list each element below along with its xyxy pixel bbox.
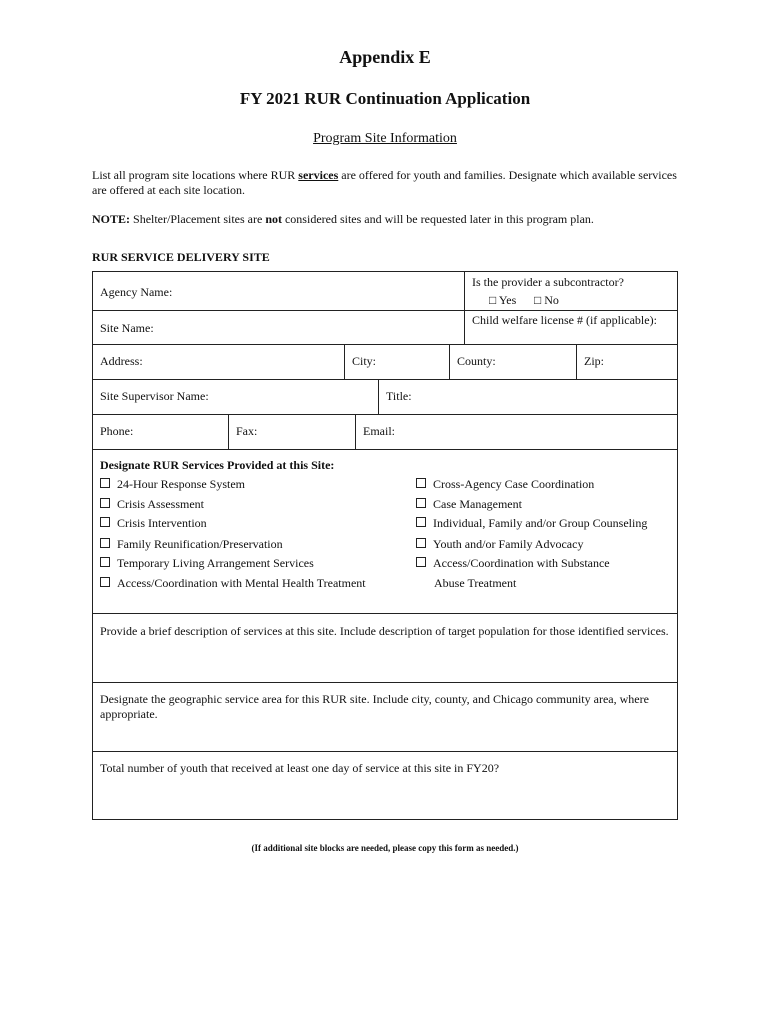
section-title: RUR SERVICE DELIVERY SITE — [92, 250, 270, 264]
services-heading: Designate RUR Services Provided at this Site: — [100, 458, 335, 472]
phone-field[interactable]: Phone: — [100, 424, 134, 438]
supervisor-title-field[interactable]: Title: — [386, 389, 412, 403]
checkbox-icon — [416, 478, 426, 488]
supervisor-field[interactable]: Site Supervisor Name: — [100, 389, 209, 403]
service-checkbox-counseling[interactable]: Individual, Family and/or Group Counseling — [416, 516, 647, 531]
divider — [464, 310, 678, 311]
email-field[interactable]: Email: — [363, 424, 395, 438]
appendix-heading: Appendix E — [339, 47, 431, 67]
checkbox-icon — [100, 577, 110, 587]
service-checkbox-mental-health[interactable]: Access/Coordination with Mental Health Treatment — [100, 576, 366, 591]
divider — [576, 344, 577, 379]
service-checkbox-crisis-intervention[interactable]: Crisis Intervention — [100, 516, 207, 531]
service-checkbox-crisis-assessment[interactable]: Crisis Assessment — [100, 497, 204, 512]
address-field[interactable]: Address: — [100, 354, 143, 368]
service-checkbox-substance[interactable]: Access/Coordination with Substance — [416, 556, 610, 571]
divider — [228, 414, 229, 449]
subcontractor-question: Is the provider a subcontractor? — [472, 275, 624, 289]
service-checkbox-case-management[interactable]: Case Management — [416, 497, 522, 512]
divider — [344, 344, 345, 379]
checkbox-icon — [100, 557, 110, 567]
footer-note: (If additional site blocks are needed, please copy this form as needed.) — [251, 843, 519, 853]
divider — [378, 379, 379, 414]
license-field[interactable]: Child welfare license # (if applicable): — [472, 313, 657, 327]
checkbox-icon — [416, 538, 426, 548]
divider — [92, 682, 678, 683]
divider — [92, 449, 678, 450]
divider — [92, 310, 464, 311]
divider — [92, 613, 678, 614]
divider — [92, 414, 678, 415]
subcontractor-no-checkbox[interactable]: □ No — [534, 293, 559, 307]
service-substance-continued: Abuse Treatment — [434, 576, 517, 590]
services-emphasis: services — [298, 168, 339, 182]
site-name-field[interactable]: Site Name: — [100, 321, 154, 335]
page-title: FY 2021 RUR Continuation Application — [239, 89, 531, 108]
city-field[interactable]: City: — [352, 354, 377, 368]
divider — [92, 751, 678, 752]
agency-name-field[interactable]: Agency Name: — [100, 285, 173, 299]
note-paragraph: NOTE: Shelter/Placement sites are not considered sites and will be requested later in this program plan. — [92, 212, 594, 226]
divider — [464, 271, 465, 344]
service-checkbox-family-reunification[interactable]: Family Reunification/Preservation — [100, 537, 283, 552]
checkbox-icon — [416, 557, 426, 567]
intro-paragraph: List all program site locations where RUR services are offered for youth and families. Designate which available services are offered at each site location. — [92, 168, 677, 197]
checkbox-icon — [416, 498, 426, 508]
service-checkbox-temporary-living[interactable]: Temporary Living Arrangement Services — [100, 556, 314, 571]
checkbox-icon — [416, 517, 426, 527]
service-checkbox-24-hour[interactable]: 24-Hour Response System — [100, 477, 245, 492]
divider — [92, 344, 678, 345]
fax-field[interactable]: Fax: — [236, 424, 258, 438]
checkbox-icon — [100, 517, 110, 527]
county-field[interactable]: County: — [457, 354, 496, 368]
divider — [449, 344, 450, 379]
checkbox-icon — [100, 498, 110, 508]
zip-field[interactable]: Zip: — [584, 354, 604, 368]
checkbox-icon — [100, 538, 110, 548]
service-checkbox-advocacy[interactable]: Youth and/or Family Advocacy — [416, 537, 583, 552]
youth-count-prompt[interactable]: Total number of youth that received at least one day of service at this site in FY20? — [100, 761, 500, 775]
service-checkbox-cross-agency[interactable]: Cross-Agency Case Coordination — [416, 477, 594, 492]
geography-prompt[interactable]: Designate the geographic service area for this RUR site. Include city, county, and Chicago community area, where appropriate. — [100, 692, 649, 721]
checkbox-icon — [100, 478, 110, 488]
page-subtitle: Program Site Information — [313, 131, 457, 146]
divider — [355, 414, 356, 449]
description-prompt[interactable]: Provide a brief description of services at this site. Include description of target population for those identified services. — [100, 624, 669, 638]
subcontractor-yes-checkbox[interactable]: □ Yes — [489, 293, 517, 307]
divider — [92, 379, 678, 380]
